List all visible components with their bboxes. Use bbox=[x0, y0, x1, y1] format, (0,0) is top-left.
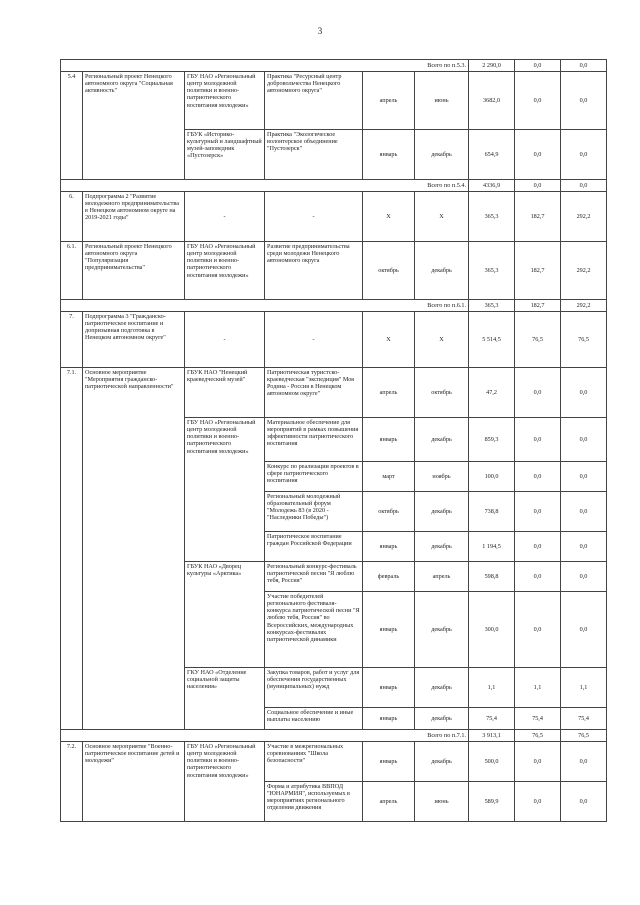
table-row bbox=[61, 180, 607, 192]
amount-3: 0,0 bbox=[561, 418, 607, 462]
end-month: Х bbox=[415, 192, 469, 242]
total-label: Всего по п.6.1. bbox=[61, 300, 469, 312]
amount-1: 3 913,1 bbox=[469, 730, 515, 742]
amount-2: 0,0 bbox=[515, 462, 561, 492]
amount-3: 292,2 bbox=[561, 242, 607, 300]
item-name: Региональный проект Ненецкого автономного округа "Социальная активность" bbox=[83, 72, 185, 180]
amount-1: 4336,9 bbox=[469, 180, 515, 192]
event: Закупка товаров, работ и услуг для обеспечения государственных (муниципальных) нужд bbox=[265, 668, 363, 708]
start-month: январь bbox=[363, 130, 415, 180]
item-number: 5.4 bbox=[61, 72, 83, 180]
start-month: январь bbox=[363, 742, 415, 782]
amount-2: 1,1 bbox=[515, 668, 561, 708]
event: Материальное обеспечение для мероприятий в рамках повышения эффективности патриотического воспитания bbox=[265, 418, 363, 462]
start-month: январь bbox=[363, 592, 415, 668]
event: Форма и атрибутика ВВПОД "ЮНАРМИЯ", используемых в мероприятиях регионального отделения движения bbox=[265, 782, 363, 822]
total-label: Всего по п.7.1. bbox=[61, 730, 469, 742]
amount-3: 0,0 bbox=[561, 782, 607, 822]
amount-3: 76,5 bbox=[561, 312, 607, 368]
amount-3: 292,2 bbox=[561, 192, 607, 242]
amount-1: 589,9 bbox=[469, 782, 515, 822]
amount-3: 0,0 bbox=[561, 180, 607, 192]
event: Региональный молодежный образовательный форум "Молодежь 83 (в 2020 - "Наследники Победы") bbox=[265, 492, 363, 532]
executor: ГБУК НАО «Дворец культуры «Арктика» bbox=[185, 562, 265, 668]
item-number: 6.1. bbox=[61, 242, 83, 300]
amount-2: 0,0 bbox=[515, 742, 561, 782]
start-month: март bbox=[363, 462, 415, 492]
amount-1: 3682,0 bbox=[469, 72, 515, 130]
start-month: Х bbox=[363, 192, 415, 242]
item-name: Региональный проект Ненецкого автономного округа "Популяризация предпринимательства" bbox=[83, 242, 185, 300]
event: Развитие предпринимательства среди молодежи Ненецкого автономного округа bbox=[265, 242, 363, 300]
amount-2: 182,7 bbox=[515, 242, 561, 300]
start-month: апрель bbox=[363, 368, 415, 418]
amount-3: 0,0 bbox=[561, 742, 607, 782]
start-month: январь bbox=[363, 418, 415, 462]
amount-2: 76,5 bbox=[515, 730, 561, 742]
executor: ГБУ НАО «Региональный центр молодежной политики и военно-патриотического воспитания молодежи» bbox=[185, 72, 265, 130]
end-month: декабрь bbox=[415, 532, 469, 562]
amount-2: 182,7 bbox=[515, 192, 561, 242]
start-month: апрель bbox=[363, 72, 415, 130]
amount-3: 0,0 bbox=[561, 72, 607, 130]
end-month: апрель bbox=[415, 562, 469, 592]
executor: ГБУК «Историко-культурный и ландшафтный музей-заповедник «Пустозерск» bbox=[185, 130, 265, 180]
amount-3: 0,0 bbox=[561, 130, 607, 180]
start-month: октябрь bbox=[363, 492, 415, 532]
end-month: декабрь bbox=[415, 742, 469, 782]
page-number: 3 bbox=[317, 26, 323, 36]
item-number: 6. bbox=[61, 192, 83, 242]
amount-2: 0,0 bbox=[515, 60, 561, 72]
event: Социальное обеспечение и иные выплаты населению bbox=[265, 708, 363, 730]
amount-3: 0,0 bbox=[561, 562, 607, 592]
amount-1: 5 514,5 bbox=[469, 312, 515, 368]
amount-2: 0,0 bbox=[515, 562, 561, 592]
amount-2: 0,0 bbox=[515, 592, 561, 668]
end-month: Х bbox=[415, 312, 469, 368]
item-number: 7.1. bbox=[61, 368, 83, 730]
amount-1: 859,3 bbox=[469, 418, 515, 462]
amount-3: 0,0 bbox=[561, 492, 607, 532]
amount-2: 0,0 bbox=[515, 492, 561, 532]
end-month: декабрь bbox=[415, 418, 469, 462]
end-month: июнь bbox=[415, 782, 469, 822]
table-row bbox=[61, 72, 607, 130]
amount-1: 75,4 bbox=[469, 708, 515, 730]
event: Региональный конкурс-фестиваль патриотической песни "Я люблю тебя, Россия" bbox=[265, 562, 363, 592]
amount-1: 738,8 bbox=[469, 492, 515, 532]
amount-1: 1,1 bbox=[469, 668, 515, 708]
end-month: ноябрь bbox=[415, 462, 469, 492]
end-month: декабрь bbox=[415, 668, 469, 708]
amount-3: 0,0 bbox=[561, 532, 607, 562]
end-month: декабрь bbox=[415, 242, 469, 300]
start-month: январь bbox=[363, 708, 415, 730]
amount-3: 0,0 bbox=[561, 462, 607, 492]
start-month: апрель bbox=[363, 782, 415, 822]
amount-1: 47,2 bbox=[469, 368, 515, 418]
table-row bbox=[61, 242, 607, 300]
event: Участие в межрегиональных соревнованиях "Школа безопасности" bbox=[265, 742, 363, 782]
executor: ГКУ НАО «Отделение социальной защиты населения» bbox=[185, 668, 265, 730]
executor: - bbox=[185, 192, 265, 242]
amount-1: 598,8 bbox=[469, 562, 515, 592]
amount-1: 1 194,5 bbox=[469, 532, 515, 562]
table-row bbox=[61, 368, 607, 418]
amount-2: 75,4 bbox=[515, 708, 561, 730]
end-month: декабрь bbox=[415, 130, 469, 180]
amount-3: 0,0 bbox=[561, 592, 607, 668]
amount-2: 0,0 bbox=[515, 72, 561, 130]
end-month: декабрь bbox=[415, 592, 469, 668]
start-month: Х bbox=[363, 312, 415, 368]
event: Участие победителей регионального фестиваля-конкурса патриотической песни "Я люблю тебя, Россия" во Всероссийских, международных конкурсах-фестивалях патриотической динамики bbox=[265, 592, 363, 668]
amount-3: 1,1 bbox=[561, 668, 607, 708]
item-number: 7. bbox=[61, 312, 83, 368]
table-row bbox=[61, 60, 607, 72]
event: - bbox=[265, 312, 363, 368]
amount-1: 365,3 bbox=[469, 192, 515, 242]
executor: ГБУК НАО "Ненецкий краеведческий музей" bbox=[185, 368, 265, 418]
amount-2: 0,0 bbox=[515, 418, 561, 462]
executor: ГБУ НАО «Региональный центр молодежной политики и военно-патриотического воспитания молодежи» bbox=[185, 742, 265, 822]
start-month: октябрь bbox=[363, 242, 415, 300]
end-month: декабрь bbox=[415, 708, 469, 730]
executor: ГБУ НАО «Региональный центр молодежной политики и военно-патриотического воспитания молодежи» bbox=[185, 418, 265, 562]
executor: - bbox=[185, 312, 265, 368]
program-table bbox=[60, 59, 607, 822]
table-row bbox=[61, 300, 607, 312]
amount-2: 76,5 bbox=[515, 312, 561, 368]
item-number: 7.2. bbox=[61, 742, 83, 822]
amount-3: 0,0 bbox=[561, 60, 607, 72]
item-name: Подпрограмма 2 "Развитие молодежного предпринимательства в Ненецком автономном округе на 2019-2021 годы" bbox=[83, 192, 185, 242]
amount-1: 300,0 bbox=[469, 592, 515, 668]
amount-1: 365,3 bbox=[469, 242, 515, 300]
event: - bbox=[265, 192, 363, 242]
total-label: Всего по п.5.4. bbox=[61, 180, 469, 192]
amount-3: 0,0 bbox=[561, 368, 607, 418]
amount-2: 0,0 bbox=[515, 532, 561, 562]
start-month: январь bbox=[363, 668, 415, 708]
total-label: Всего по п.5.3. bbox=[61, 60, 469, 72]
amount-1: 365,3 bbox=[469, 300, 515, 312]
end-month: июнь bbox=[415, 72, 469, 130]
item-name: Подпрограмма 3 "Гражданско-патриотическое воспитание и допризывная подготовка в Ненецком автономном округе" bbox=[83, 312, 185, 368]
end-month: декабрь bbox=[415, 492, 469, 532]
amount-1: 654,9 bbox=[469, 130, 515, 180]
event: Патриотическое воспитание граждан Российской Федерации bbox=[265, 532, 363, 562]
item-name: Основное мероприятие "Военно-патриотическое воспитание детей и молодежи" bbox=[83, 742, 185, 822]
table-row bbox=[61, 730, 607, 742]
amount-1: 100,0 bbox=[469, 462, 515, 492]
table-row bbox=[61, 312, 607, 368]
table-row bbox=[61, 742, 607, 782]
executor: ГБУ НАО «Региональный центр молодежной политики и военно-патриотического воспитания молодежи» bbox=[185, 242, 265, 300]
event: Патриотическая туристско-краеведческая "экспедиция" Моя Родина - Россия в Ненецком автономном округе" bbox=[265, 368, 363, 418]
end-month: октябрь bbox=[415, 368, 469, 418]
table-row bbox=[61, 192, 607, 242]
amount-2: 182,7 bbox=[515, 300, 561, 312]
amount-2: 0,0 bbox=[515, 782, 561, 822]
amount-3: 75,4 bbox=[561, 708, 607, 730]
amount-3: 292,2 bbox=[561, 300, 607, 312]
amount-3: 76,5 bbox=[561, 730, 607, 742]
event: Конкурс по реализации проектов в сфере патриотического воспитания bbox=[265, 462, 363, 492]
start-month: январь bbox=[363, 532, 415, 562]
amount-2: 0,0 bbox=[515, 180, 561, 192]
amount-1: 500,0 bbox=[469, 742, 515, 782]
event: Практика "Экологическое волонтерское объединение "Пустозерск" bbox=[265, 130, 363, 180]
event: Практика "Ресурсный центр добровольчества Ненецкого автономного округа" bbox=[265, 72, 363, 130]
start-month: февраль bbox=[363, 562, 415, 592]
item-name: Основное мероприятие "Мероприятия гражданско-патриотической направленности" bbox=[83, 368, 185, 730]
amount-1: 2 290,0 bbox=[469, 60, 515, 72]
amount-2: 0,0 bbox=[515, 368, 561, 418]
amount-2: 0,0 bbox=[515, 130, 561, 180]
